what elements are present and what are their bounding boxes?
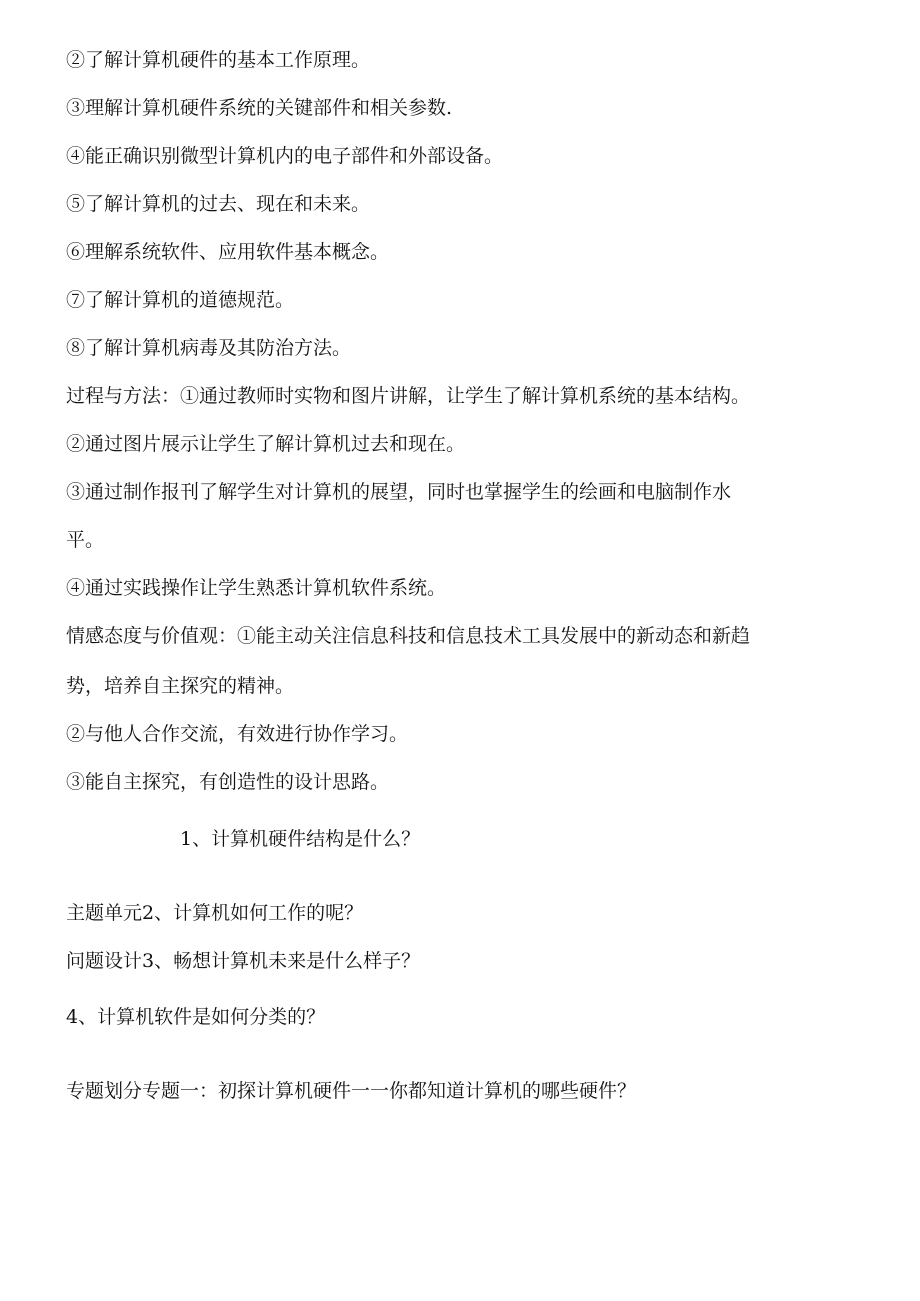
question-4: 4、计算机软件是如何分类的？ [66, 1006, 326, 1028]
emotion-values-1: 情感态度与价值观：①能主动关注信息科技和信息技术工具发展中的新动态和新趋 [66, 625, 751, 647]
topic-unit-question-2: 主题单元2、计算机如何工作的呢？ [66, 902, 364, 924]
objective-6: ⑥理解系统软件、应用软件基本概念。 [66, 241, 390, 263]
process-method-3-continued: 平。 [66, 529, 105, 551]
process-method-2: ②通过图片展示让学生了解计算机过去和现在。 [66, 433, 466, 455]
question-design-3: 问题设计3、畅想计算机未来是什么样子？ [66, 950, 421, 972]
emotion-values-3: ③能自主探究，有创造性的设计思路。 [66, 771, 390, 793]
topic-division-1: 专题划分专题一：初探计算机硬件一一你都知道计算机的哪些硬件？ [66, 1080, 637, 1102]
emotion-values-1-continued: 势，培养自主探究的精神。 [66, 675, 295, 697]
objective-7: ⑦了解计算机的道德规范。 [66, 289, 295, 311]
objective-4: ④能正确识别微型计算机内的电子部件和外部设备。 [66, 145, 504, 167]
objective-2: ②了解计算机硬件的基本工作原理。 [66, 49, 371, 71]
objective-3: ③理解计算机硬件系统的关键部件和相关参数. [66, 97, 453, 119]
process-method-4: ④通过实践操作让学生熟悉计算机软件系统。 [66, 577, 447, 599]
process-method-3: ③通过制作报刊了解学生对计算机的展望，同时也掌握学生的绘画和电脑制作水 [66, 481, 732, 503]
objective-8: ⑧了解计算机病毒及其防治方法。 [66, 337, 352, 359]
process-method-1: 过程与方法：①通过教师时实物和图片讲解，让学生了解计算机系统的基本结构。 [66, 385, 751, 407]
objective-5: ⑤了解计算机的过去、现在和未来。 [66, 193, 371, 215]
emotion-values-2: ②与他人合作交流，有效进行协作学习。 [66, 723, 409, 745]
question-1: 1、计算机硬件结构是什么？ [180, 828, 421, 850]
